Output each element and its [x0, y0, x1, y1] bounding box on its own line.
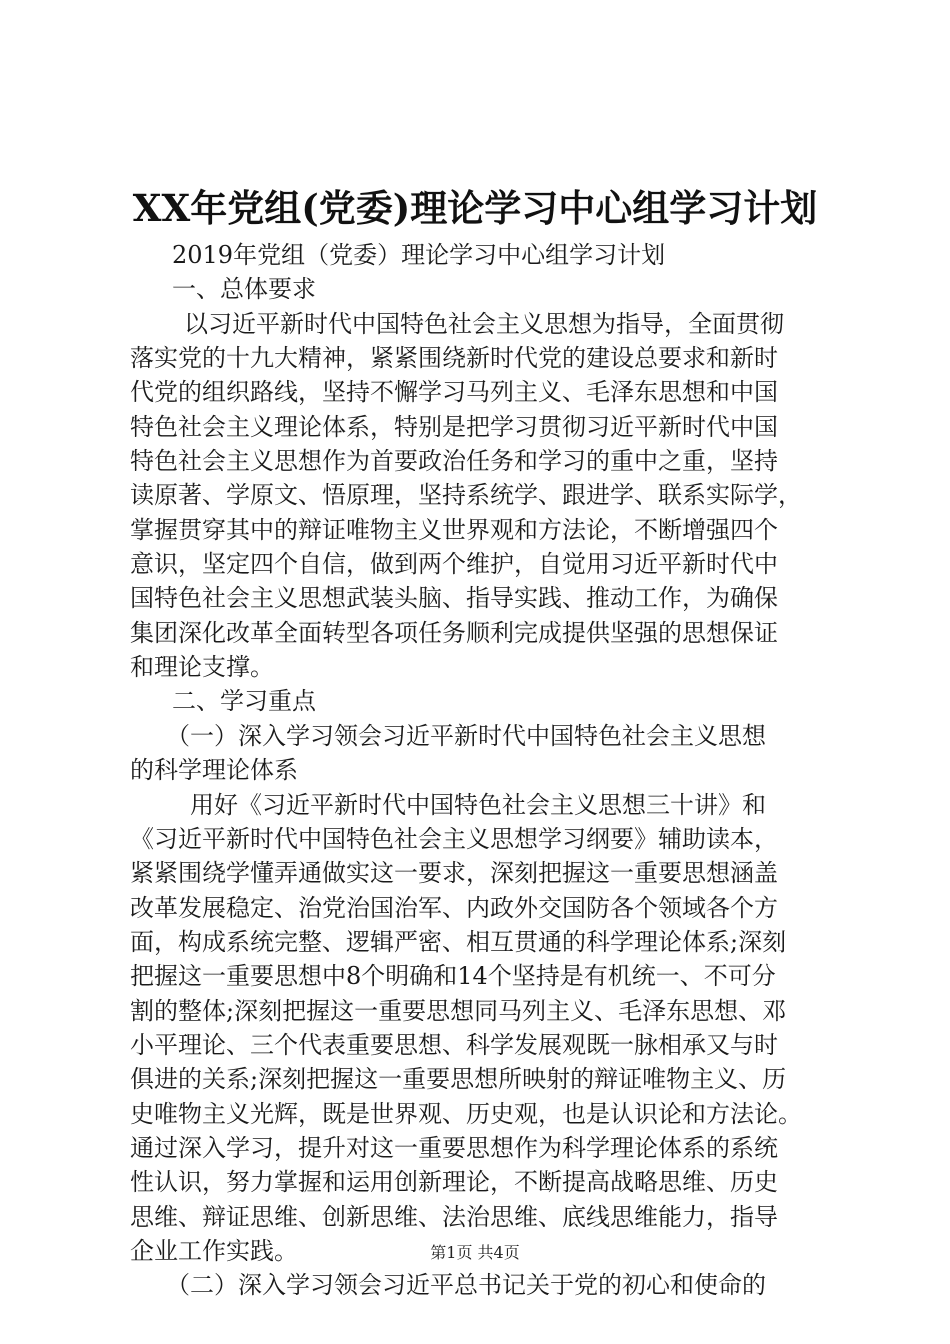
paragraph-line: 和理论支撑。 — [130, 653, 274, 682]
paragraph-line: 集团深化改革全面转型各项任务顺利完成提供坚强的思想保证 — [130, 618, 778, 647]
paragraph-line: 通过深入学习，提升对这一重要思想作为科学理论体系的系统 — [130, 1133, 778, 1162]
paragraph-line: 《习近平新时代中国特色社会主义思想学习纲要》辅助读本， — [130, 824, 778, 853]
paragraph-line: 性认识，努力掌握和运用创新理论，不断提高战略思维、历史 — [130, 1168, 778, 1197]
paragraph-line: 意识，坚定四个自信，做到两个维护，自觉用习近平新时代中 — [130, 550, 778, 579]
subsection-heading-1-cont: 的科学理论体系 — [130, 756, 298, 785]
paragraph-line: 落实党的十九大精神，紧紧围绕新时代党的建设总要求和新时 — [130, 344, 778, 373]
paragraph-line: 紧紧围绕学懂弄通做实这一要求，深刻把握这一重要思想涵盖 — [130, 859, 778, 888]
subsection-heading-2: （二）深入学习领会习近平总书记关于党的初心和使命的 — [166, 1271, 766, 1300]
paragraph-line: 特色社会主义理论体系，特别是把学习贯彻习近平新时代中国 — [130, 412, 778, 441]
section-heading-1: 一、总体要求 — [172, 275, 316, 304]
paragraph-line: 思维、辩证思维、创新思维、法治思维、底线思维能力，指导 — [130, 1202, 778, 1231]
paragraph-line: 国特色社会主义思想武装头脑、指导实践、推动工作，为确保 — [130, 584, 778, 613]
paragraph-line: 以习近平新时代中国特色社会主义思想为指导，全面贯彻 — [184, 309, 784, 338]
document-title: XX年党组(党委)理论学习中心组学习计划 — [132, 186, 818, 230]
paragraph-line: 俱进的关系;深刻把握这一重要思想所映射的辩证唯物主义、历 — [130, 1065, 787, 1094]
document-body — [130, 238, 830, 1303]
paragraph-line: 史唯物主义光辉，既是世界观、历史观，也是认识论和方法论。 — [130, 1099, 802, 1128]
paragraph-line: 小平理论、三个代表重要思想、科学发展观既一脉相承又与时 — [130, 1030, 778, 1059]
paragraph-line: 掌握贯穿其中的辩证唯物主义世界观和方法论，不断增强四个 — [130, 515, 778, 544]
page-footer: 第1页 共4页 — [430, 1243, 520, 1262]
paragraph-line: 面，构成系统完整、逻辑严密、相互贯通的科学理论体系;深刻 — [130, 927, 787, 956]
paragraph-line: 割的整体;深刻把握这一重要思想同马列主义、毛泽东思想、邓 — [130, 996, 787, 1025]
paragraph-line: 企业工作实践。 — [130, 1236, 298, 1265]
paragraph-line: 代党的组织路线，坚持不懈学习马列主义、毛泽东思想和中国 — [130, 378, 778, 407]
section-heading-2: 二、学习重点 — [172, 687, 316, 716]
subtitle-line: 2019年党组（党委）理论学习中心组学习计划 — [172, 241, 666, 269]
paragraph-line: 用好《习近平新时代中国特色社会主义思想三十讲》和 — [190, 790, 766, 819]
paragraph-line: 把握这一重要思想中8个明确和14个坚持是有机统一、不可分 — [130, 962, 776, 991]
paragraph-line: 特色社会主义思想作为首要政治任务和学习的重中之重，坚持 — [130, 447, 778, 476]
paragraph-line: 改革发展稳定、治党治国治军、内政外交国防各个领域各个方 — [130, 893, 778, 922]
paragraph-line: 读原著、学原文、悟原理，坚持系统学、跟进学、联系实际学， — [130, 481, 802, 510]
subsection-heading-1: （一）深入学习领会习近平新时代中国特色社会主义思想 — [166, 721, 766, 750]
